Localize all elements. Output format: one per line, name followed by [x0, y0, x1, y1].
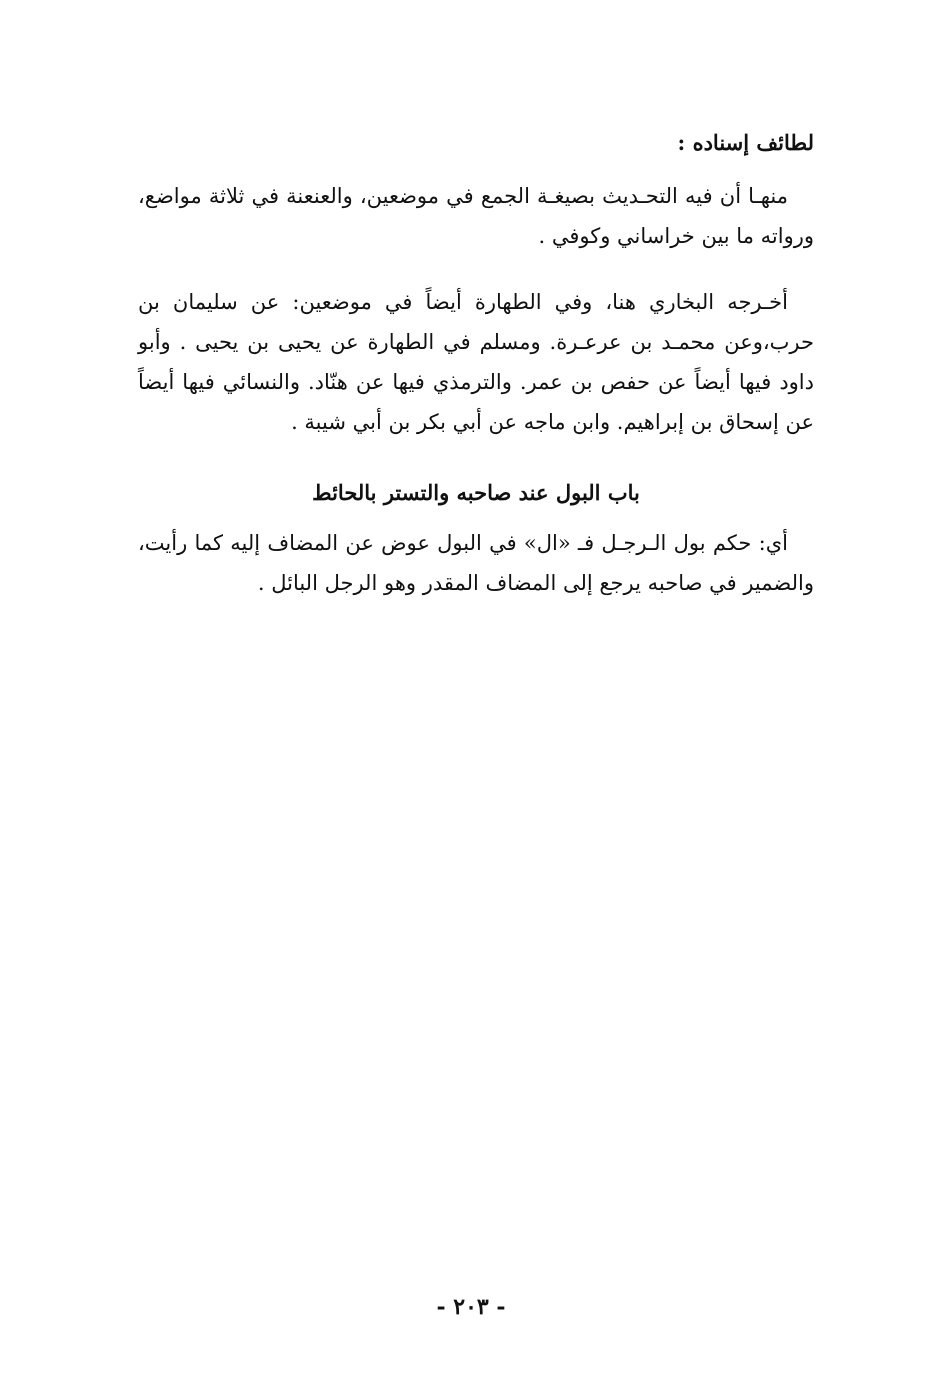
chapter-title: باب البول عند صاحبه والتستر بالحائط [312, 480, 640, 505]
paragraph-chapter-explanation: أي: حكم بول الـرجـل فـ «ال» في البول عوض عن المضاف إليه كما رأيت، والضمير في صاحبه يرجع إلى المضاف المقدر وهو الرجل البائل . [138, 531, 814, 595]
section-label-isnad: لطائف إسناده : [677, 130, 814, 155]
paragraph-isnad-details: منهـا أن فيه التحـديث بصيغـة الجمع في موضعين، والعنعنة في ثلاثة مواضع، ورواته ما بين خراساني وكوفي . [138, 184, 814, 248]
page-number: - ٢٠٣ - [436, 1294, 506, 1320]
paragraph-takhrij: أخـرجه البخاري هنا، وفي الطهارة أيضاً في موضعين: عن سليمان بن حرب،وعن محمـد بن عرعـرة. ومسلم في الطهارة عن يحيى بن يحيى . وأبو داود فيها أيضاً عن حفص بن عمر. والترمذي فيها عن هنّاد. والنسائي فيها أيضاً عن إسحاق بن إبراهيم. وابن ماجه عن أبي بكر بن أبي شيبة . [138, 290, 814, 434]
